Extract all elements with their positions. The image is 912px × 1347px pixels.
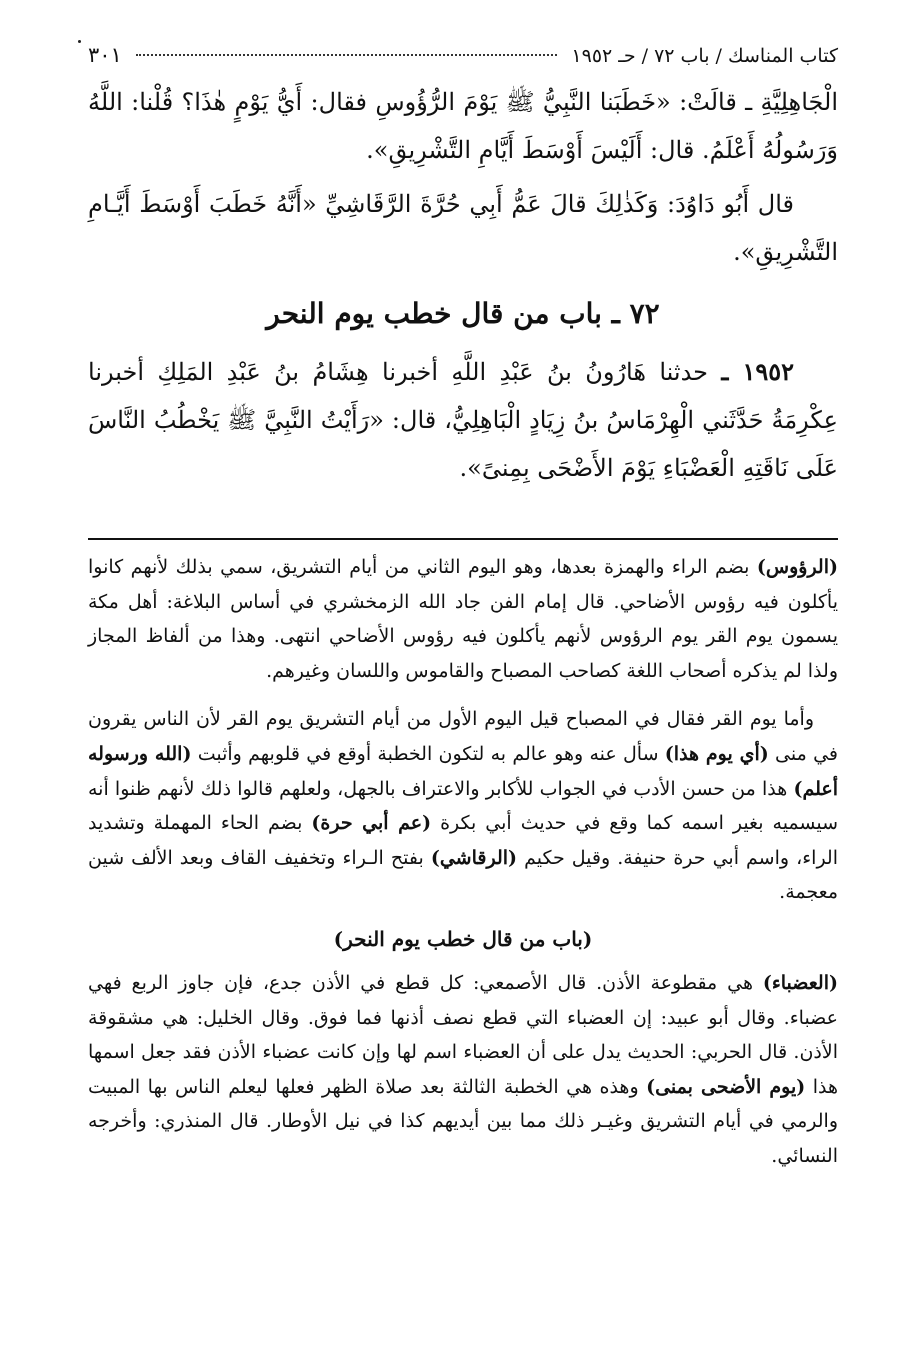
hadith-1952 [88, 348, 838, 492]
page-body [88, 38, 838, 492]
note-text: بفتح الـراء وتخفيف القاف وبعد الألف شين معجمة. [88, 846, 838, 904]
running-head [88, 38, 838, 72]
stray-ink-dot [78, 40, 81, 43]
leader-dots [136, 54, 558, 56]
hadith-number: ١٩٥٢ ـ [721, 357, 794, 386]
page-number: ٣٠١ [88, 43, 122, 67]
note-text: هذا من حسن الأدب في الجواب للأكابر والاعتراف بالجهل، ولعلهم قالوا ذلك لأنهم ظنوا أنه سيسميه بغير اسمه كما وقع في حديث أبي بكرة [88, 777, 839, 835]
note-gap [88, 688, 838, 702]
hadith-text: حدثنا هَارُونُ بنُ عَبْدِ اللَّهِ أخبرنا هِشَامُ بنُ عَبْدِ المَلِكِ أخبرنا عِكْرِمَةُ حَدَّثَني الْهِرْمَاسُ بنُ زِيَادٍ الْبَاهِلِيُّ، قال: «رَأَيْتُ النَّبِيَّ ﷺ يَخْطُبُ النَّاسَ عَلَى نَاقَتِهِ الْعَضْبَاءِ يَوْمَ الأَضْحَى بِمِنىً». [88, 358, 838, 482]
note-text: سأل عنه وهو عالم به لتكون الخطبة أوقع في قلوبهم وأثبت [191, 742, 665, 765]
note-text: بضم الحاء المهملة وتشديد الراء، واسم أبي حرة حنيفة. وقيل حكيم [88, 812, 839, 869]
footnote-divider [88, 538, 838, 540]
chapter-heading: ٧٢ ـ باب من قال خطب يوم النحر [266, 297, 660, 330]
note-term: ( [829, 556, 838, 578]
running-head-title: كتاب المناسك / باب ٧٢ / حـ ١٩٥٢ [571, 45, 838, 67]
commentary-chapter-heading: (باب من قال خطب يوم النحر) [333, 926, 593, 951]
note-text: وأما يوم القر فقال في المصباح قيل اليوم الأول من أيام التشريق يوم القر لأن الناس يقرون في منى [88, 708, 839, 765]
note-term: (الله ورسوله أعلم) [88, 742, 838, 800]
abu-dawud-remark: قال أَبُو دَاوُدَ: وَكَذٰلِكَ قالَ عَمُّ أَبِي حُرَّةَ الرَّقَاشِيِّ «أَنَّهُ خَطَبَ أَوْسَطَ أَيَّـامِ التَّشْرِيقِ». [88, 190, 838, 266]
note-term: (العضباء) [762, 971, 838, 994]
note-yawm-alqarr [88, 702, 838, 910]
note-term: (يوم الأضحى بمنى) [646, 1075, 806, 1098]
note-term-ruus: الرؤوس) [756, 556, 829, 578]
note-ruus [88, 550, 838, 688]
note-text: وهذه هي الخطبة الثالثة بعد صلاة الظهر فعلها ليعلم الناس بها المبيت والرمي في أيام التشريق وغيـر ذلك مما بين أيديهم كذا في نيل الأوطار. قال المنذري: وأخرجه النسائي. [88, 1075, 838, 1167]
note-term: (عم أبي حرة) [311, 812, 432, 835]
note-term: (الرقاشي) [430, 846, 518, 869]
note-term: (أي يوم هذا) [664, 742, 769, 765]
note-adba [88, 966, 838, 1174]
hadith-continuation: الْجَاهِلِيَّةِ ـ قالَتْ: «خَطَبَنا النَّبِيُّ ﷺ يَوْمَ الرُّؤُوسِ فقال: أَيُّ يَوْمٍ هٰذَا؟ قُلْنا: اللَّهُ وَرَسُولُهُ أَعْلَمُ. قال: أَلَيْسَ أَوْسَطَ أَيَّامِ التَّشْرِيقِ». [88, 88, 839, 164]
commentary-section [88, 550, 838, 1174]
note-text: بضم الراء والهمزة بعدها، وهو اليوم الثاني من أيام التشريق، سمي بذلك لأنهم كانوا يأكلون فيه رؤوس الأضاحي. قال إمام الفن جاد الله الزمخشري في أساس البلاغة: أهل مكة يسمون يوم القر يوم الرؤوس لأنهم يأكلون فيه رؤوس الأضاحي انتهى. وهذا من ألفاظ المجاز ولذا لم يذكره أصحاب اللغة كصاحب المصباح والقاموس واللسان وغيرهم. [88, 556, 838, 682]
note-text: هي مقطوعة الأذن. قال الأصمعي: كل قطع في الأذن جدع، فإن جاوز الربع فهي عضباء. وقال أبو عبيد: إن العضباء التي قطع نصف أذنها فما فوق. وقال الخليل: هي مشقوقة الأذن. قال الحربي: الحديث يدل على أن العضباء اسم لها وإن كانت عضباء الأذن فقد جعل اسمها هذا [88, 971, 838, 1098]
